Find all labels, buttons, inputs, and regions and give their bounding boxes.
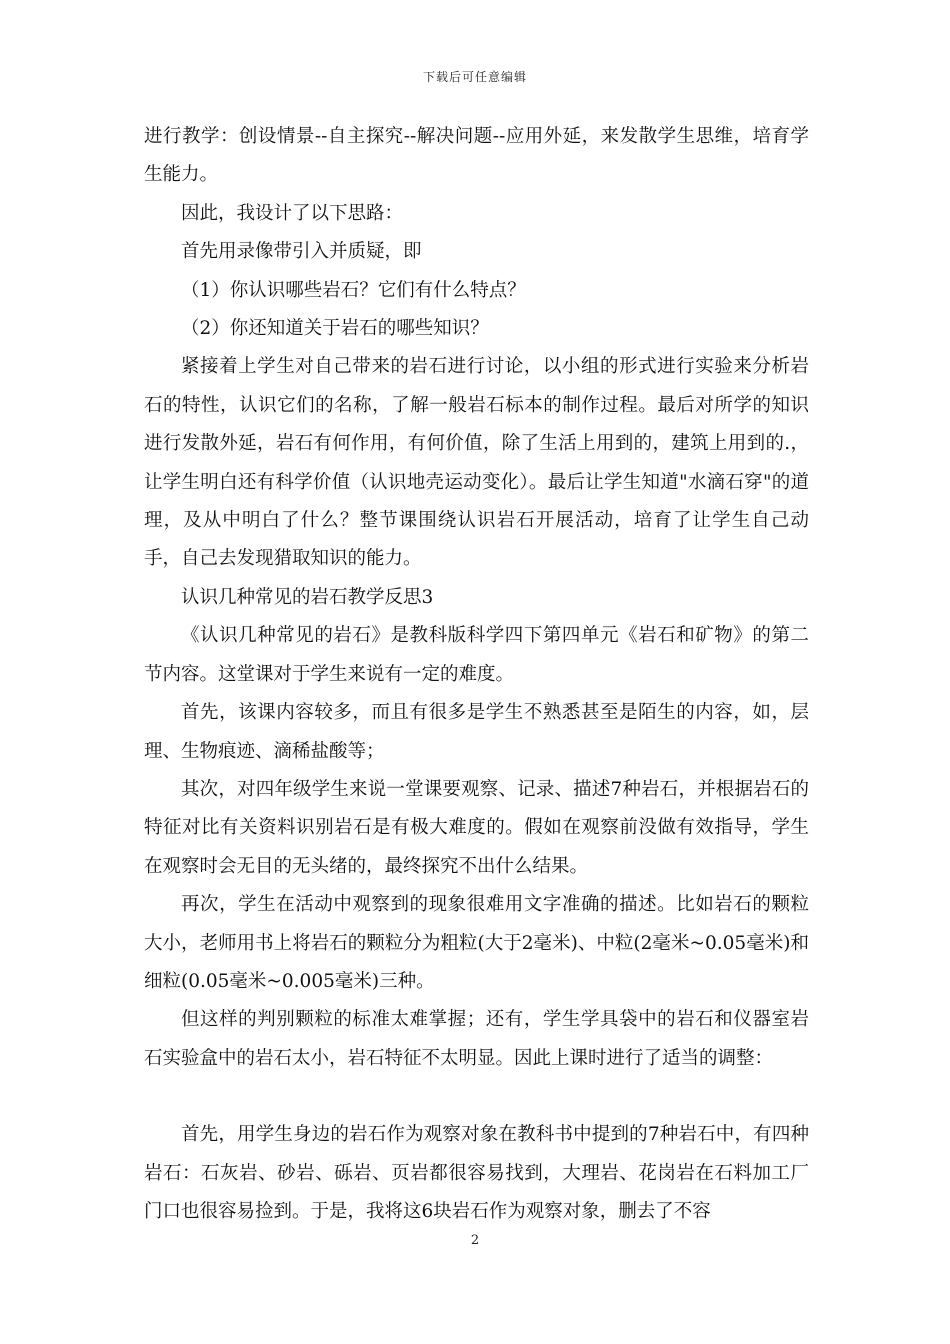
paragraph-first-difficulty: 首先，该课内容较多，而且有很多是学生不熟悉甚至是陌生的内容，如，层理、生物痕迹、滴稀盐酸等； <box>144 702 809 762</box>
paragraph-video-intro: 首先用录像带引入并质疑，即 <box>181 241 422 263</box>
paragraph-second-difficulty: 其次，对四年级学生来说一堂课要观察、记录、描述7种岩石，并根据岩石的特征对比有关资料识别岩石是有极大难度的。假如在观察前没做有效指导，学生在观察时会无目的无头绪的，最终探究不出什么结果。 <box>144 778 809 877</box>
paragraph-adjustment: 但这样的判别颗粒的标准太难掌握；还有，学生学具袋中的岩石和仪器室岩石实验盒中的岩石太小，岩石特征不太明显。因此上课时进行了适当的调整： <box>144 1009 809 1069</box>
paragraph-first-change: 首先，用学生身边的岩石作为观察对象在教科书中提到的7种岩石中，有四种岩石：石灰岩、砂岩、砾岩、页岩都很容易找到，大理岩、花岗岩在石料加工厂门口也很容易捡到。于是，我将这6块岩石作为观察对象，删去了不容 <box>144 1124 809 1222</box>
blank-line <box>144 1078 809 1116</box>
section-heading-reflection-3: 认识几种常见的岩石教学反思3 <box>181 586 434 608</box>
paragraph-question-1: （1）你认识哪些岩石？它们有什么特点？ <box>181 279 526 301</box>
paragraph-discussion: 紧接着上学生对自己带来的岩石进行讨论，以小组的形式进行实验来分析岩石的特性，认识它们的名称，了解一般岩石标本的制作过程。最后对所学的知识进行发散外延，岩石有何作用，有何价值，除了生活上用到的，建筑上用到的.，让学生明白还有科学价值（认识地壳运动变化）。最后让学生知道"水滴石穿"的道理，及从中明白了什么？整节课围绕认识岩石开展活动，培育了让学生自己动手，自己去发现猎取知识的能力。 <box>144 356 809 570</box>
paragraph-teaching-method: 进行教学：创设情景--自主探究--解决问题--应用外延，来发散学生思维，培育学生能力。 <box>144 126 809 186</box>
document-body <box>144 118 809 1231</box>
paragraph-design-intro: 因此，我设计了以下思路： <box>181 202 404 224</box>
paragraph-lesson-intro: 《认识几种常见的岩石》是教科版科学四下第四单元《岩石和矿物》的第二节内容。这堂课对于学生来说有一定的难度。 <box>144 625 809 685</box>
paragraph-third-difficulty: 再次，学生在活动中观察到的现象很难用文字准确的描述。比如岩石的颗粒大小，老师用书上将岩石的颗粒分为粗粒(大于2毫米)、中粒(2毫米~0.05毫米)和细粒(0.05毫米~0.005毫米)三种。 <box>144 894 809 992</box>
page-header: 下载后可任意编辑 <box>422 70 527 84</box>
page-number: 2 <box>470 1233 480 1248</box>
paragraph-question-2: （2）你还知道关于岩石的哪些知识？ <box>181 318 489 340</box>
